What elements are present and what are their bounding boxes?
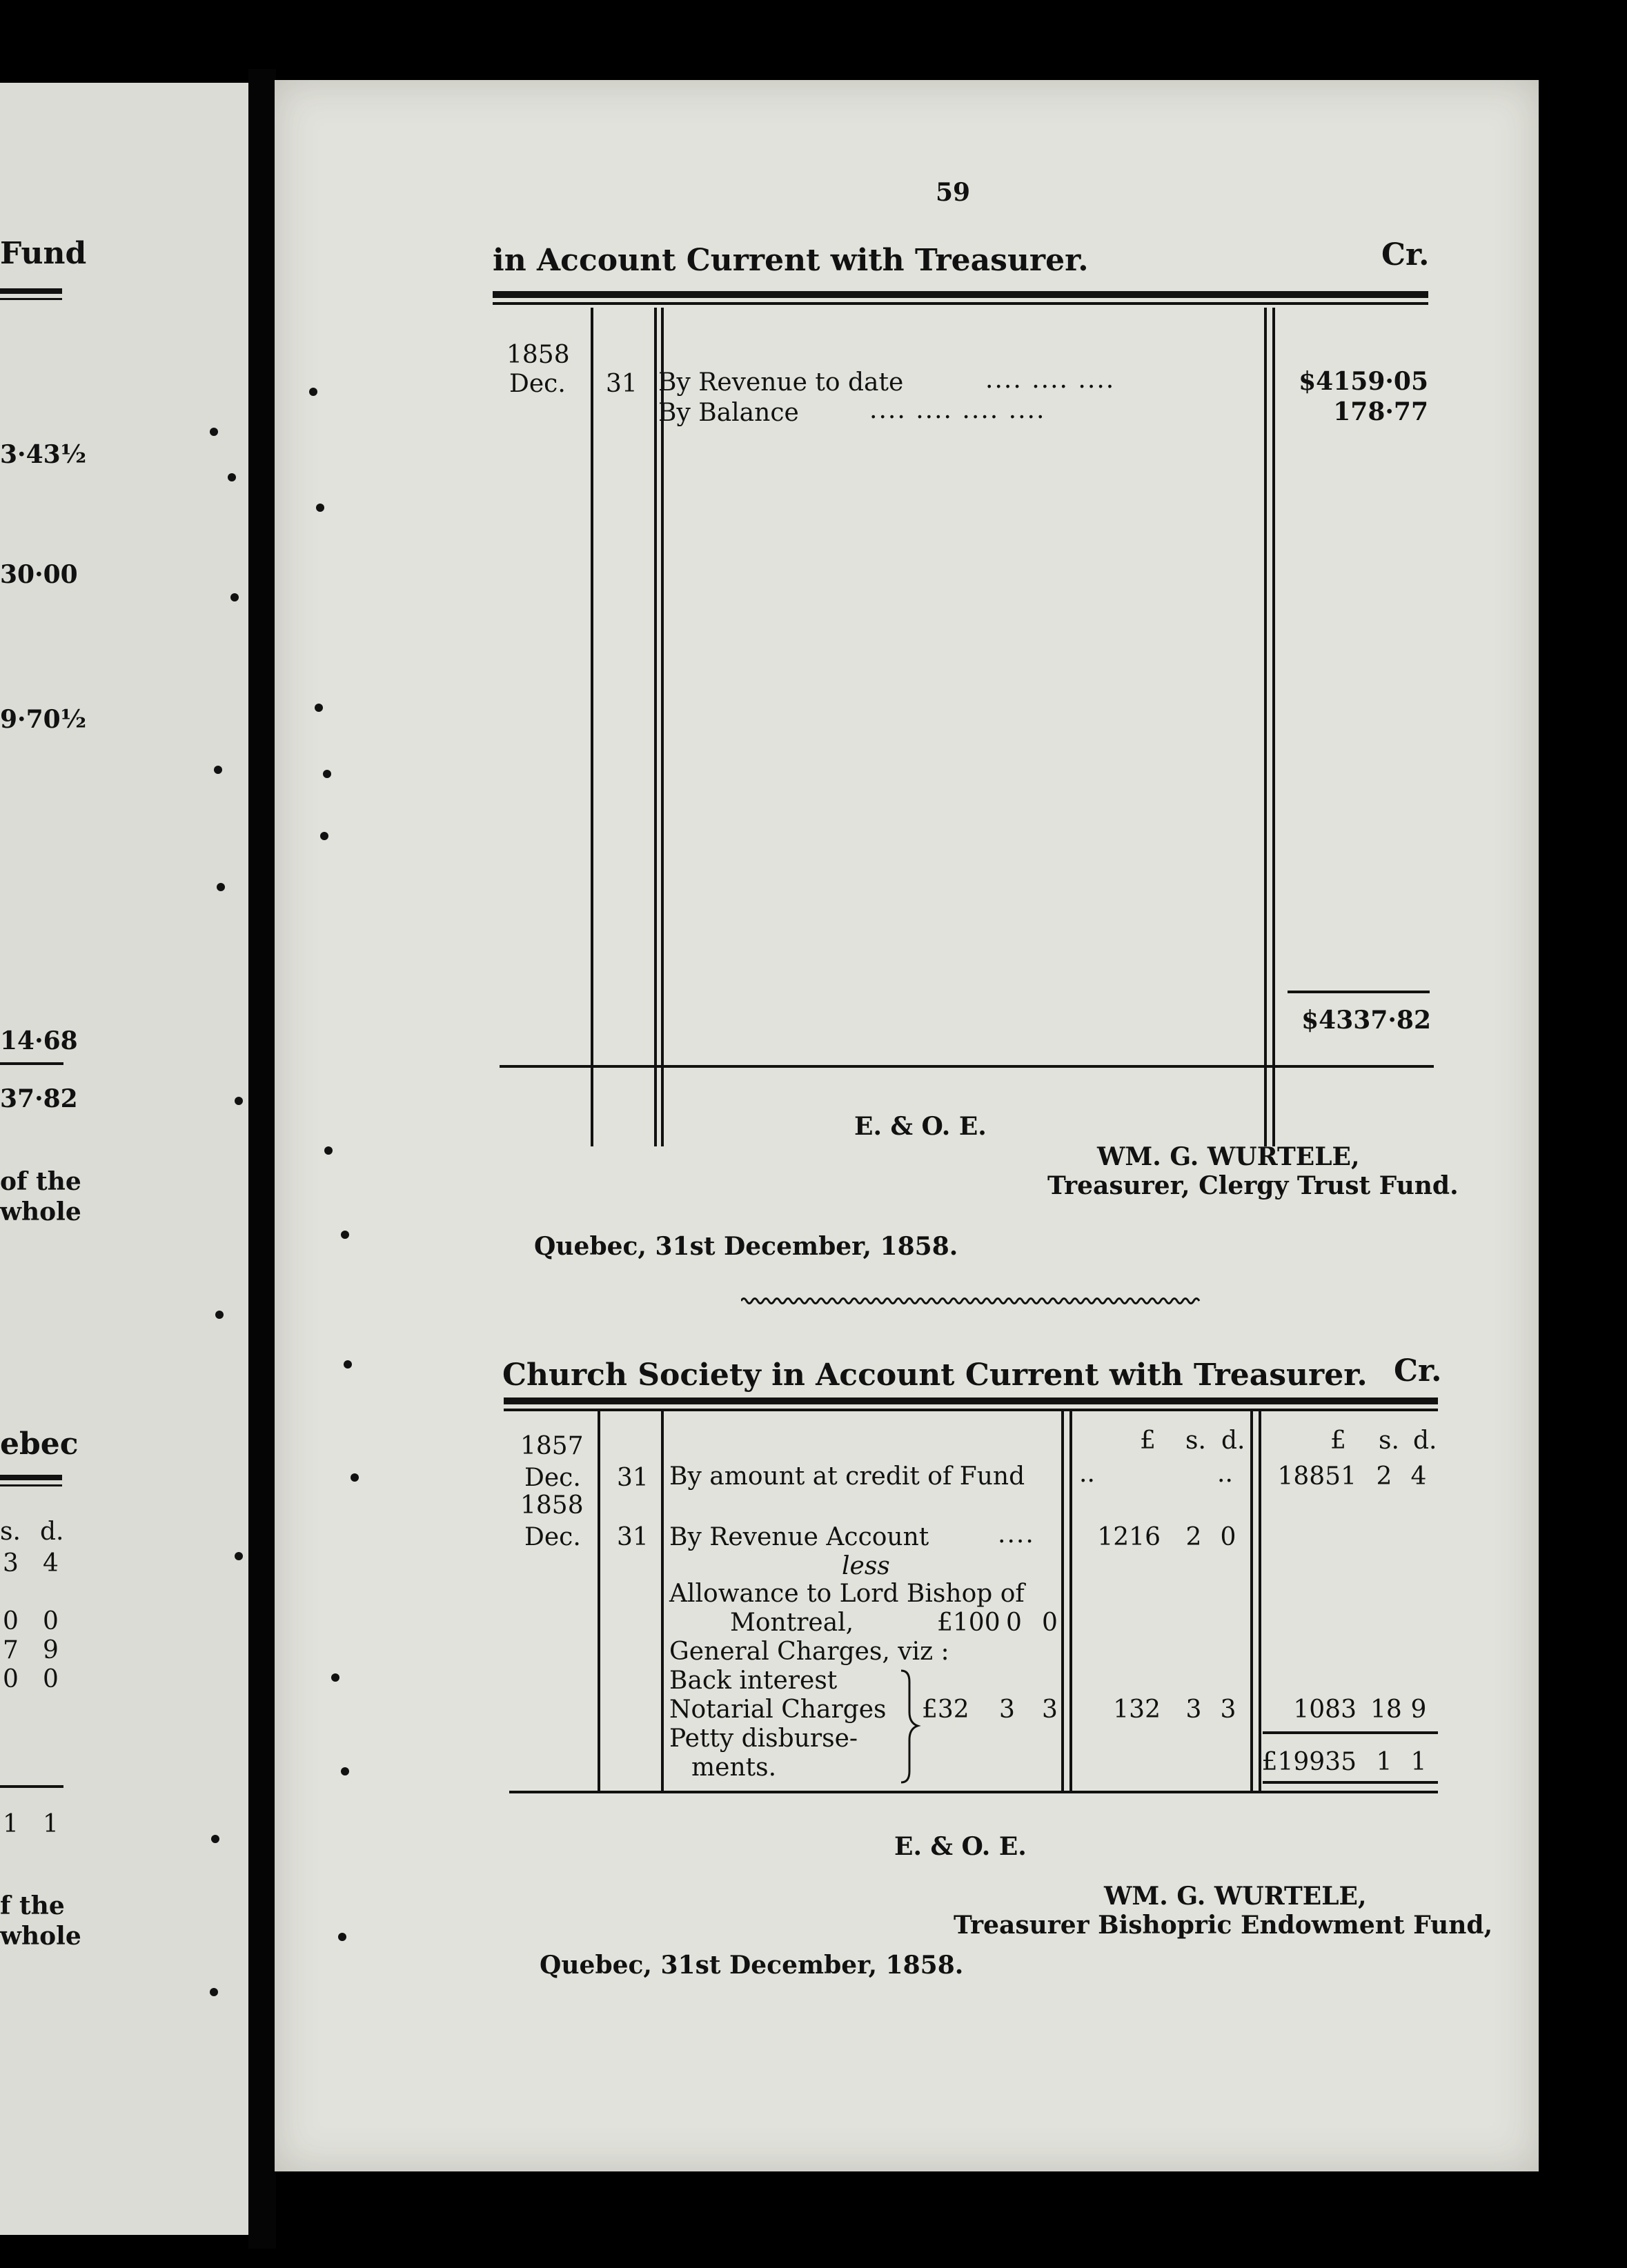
left-sd-value: 9 <box>43 1636 59 1664</box>
account2-net-d: 9 <box>1410 1695 1427 1724</box>
left-text: whole <box>0 1922 81 1951</box>
account2-header-s: s. <box>1185 1426 1206 1455</box>
account2-row1-year: 1857 <box>520 1432 584 1460</box>
account2-row2-day: 31 <box>617 1523 649 1551</box>
account2-top-rule <box>504 1397 1438 1404</box>
account2-deduct-d: 3 <box>1220 1695 1236 1724</box>
left-figure: 30·00 <box>0 560 78 589</box>
account2-eoe: E. & O. E. <box>894 1832 1027 1861</box>
left-heading-rule <box>0 288 62 294</box>
account1-month: Dec. <box>509 370 566 398</box>
account1-entry-amount: $4159·05 <box>1299 367 1428 396</box>
account2-charge-item: ments. <box>691 1753 777 1782</box>
left-figure: 37·82 <box>0 1084 78 1113</box>
binding-hole <box>338 1933 346 1941</box>
binding-hole <box>331 1673 339 1682</box>
binding-hole <box>320 832 328 840</box>
binding-hole <box>228 473 236 481</box>
account1-place-date: Quebec, 31st December, 1858. <box>534 1232 958 1261</box>
account1-signer: WM. G. WURTELE, <box>1097 1142 1360 1171</box>
left-figure: 14·68 <box>0 1026 78 1055</box>
account2-header-pound: £ <box>1140 1426 1156 1455</box>
account2-charges-d: 3 <box>1042 1695 1058 1724</box>
binding-hole <box>214 766 222 774</box>
account2-row2-d: 0 <box>1220 1523 1236 1551</box>
left-sd-value: 7 <box>3 1636 19 1664</box>
left-sd-value: 1 <box>43 1810 59 1838</box>
binding-hole <box>210 428 218 436</box>
account2-title: Church Society in Account Current with Treasurer. <box>502 1357 1368 1393</box>
right-page <box>275 80 1539 2171</box>
left-text: f the <box>0 1891 65 1920</box>
left-heading: Fund <box>0 236 87 271</box>
account1-title: in Account Current with Treasurer. <box>493 243 1089 278</box>
account2-row2-label: By Revenue Account <box>669 1523 929 1551</box>
account2-charge-item: Petty disburse- <box>669 1724 858 1753</box>
account2-net-pound: 1083 <box>1293 1695 1357 1724</box>
account1-entry-label: By Balance <box>658 399 799 427</box>
left-total-rule <box>0 1785 63 1788</box>
account1-entry-leaders: .... .... .... <box>985 366 1116 394</box>
account2-top-rule-thin <box>504 1409 1438 1411</box>
account2-signer: WM. G. WURTELE, <box>1104 1882 1367 1911</box>
account2-row1-month: Dec. <box>524 1464 581 1492</box>
account1-entry-amount: 178·77 <box>1333 397 1428 426</box>
account2-allowance-line1: Allowance to Lord Bishop of <box>669 1580 1025 1608</box>
account2-place-date: Quebec, 31st December, 1858. <box>540 1951 964 1980</box>
binding-hole <box>324 1146 333 1155</box>
left-sd-value: 4 <box>43 1549 59 1578</box>
binding-hole <box>316 504 324 512</box>
account1-bottom-rule <box>500 1065 1434 1068</box>
account2-cr: Cr. <box>1394 1353 1442 1389</box>
page-number: 59 <box>936 178 971 207</box>
account2-charges-s: 3 <box>999 1695 1015 1724</box>
account2-row2-year: 1858 <box>520 1491 584 1520</box>
account1-total: $4337·82 <box>1301 1006 1431 1035</box>
account2-header-d: d. <box>1221 1426 1245 1455</box>
brace-icon <box>896 1668 923 1785</box>
account2-total-rule <box>1263 1731 1438 1734</box>
account2-allowance-line2: Montreal, <box>730 1609 854 1637</box>
account2-row1-leader: .. <box>1217 1460 1233 1488</box>
binding-hole <box>351 1473 359 1482</box>
account2-general-charges: General Charges, viz : <box>669 1638 949 1666</box>
binding-hole <box>309 388 317 396</box>
left-sd-header-s: s. <box>0 1518 21 1546</box>
wavy-divider <box>741 1294 1201 1308</box>
account2-row2-pound: 1216 <box>1097 1523 1161 1551</box>
account2-total-rule <box>1263 1781 1438 1784</box>
left-heading-rule <box>0 1475 62 1480</box>
binding-hole <box>341 1767 349 1775</box>
binding-hole <box>210 1988 218 1996</box>
account1-entry-label: By Revenue to date <box>658 368 904 397</box>
binding-hole <box>323 770 331 778</box>
account2-net-s: 18 <box>1370 1695 1402 1724</box>
account1-col-rule <box>591 308 593 1146</box>
binding-hole <box>215 1311 224 1319</box>
left-page-fragment <box>0 83 248 2235</box>
account2-row1-day: 31 <box>617 1464 649 1492</box>
account2-row1-d: 4 <box>1410 1462 1427 1491</box>
account2-row2-s: 2 <box>1185 1523 1202 1551</box>
account2-row2-leader: .... <box>998 1520 1035 1549</box>
account2-row2-month: Dec. <box>524 1523 581 1551</box>
account2-row1-leader: .. <box>1079 1460 1095 1488</box>
account2-signer-title: Treasurer Bishopric Endowment Fund, <box>954 1911 1493 1940</box>
account2-col-rule <box>1069 1411 1072 1791</box>
account1-col-rule <box>661 308 664 1146</box>
account2-charges-pound: £32 <box>922 1695 969 1724</box>
left-sd-value: 3 <box>3 1549 19 1578</box>
account2-grand-pound: £19935 <box>1261 1748 1357 1776</box>
left-heading-rule-thin <box>0 298 62 300</box>
account2-allowance-d: 0 <box>1042 1609 1058 1637</box>
binding-hole <box>315 704 323 712</box>
account1-cr: Cr. <box>1381 237 1430 272</box>
account2-col-rule <box>1250 1411 1253 1791</box>
left-heading-rule-thin <box>0 1484 62 1486</box>
account2-allowance-pound: £100 <box>937 1609 1000 1637</box>
account1-eoe: E. & O. E. <box>854 1112 987 1141</box>
left-sd-value: 0 <box>43 1607 59 1635</box>
account2-charge-item: Back interest <box>669 1667 838 1695</box>
account2-allowance-s: 0 <box>1006 1609 1022 1637</box>
binding-hole <box>230 593 239 601</box>
account2-header-pound: £ <box>1330 1426 1346 1455</box>
binding-hole <box>341 1231 349 1239</box>
left-sd-value: 1 <box>3 1810 19 1838</box>
left-sd-value: 0 <box>3 1665 19 1693</box>
left-heading: ebec <box>0 1426 79 1462</box>
account2-deduct-s: 3 <box>1185 1695 1202 1724</box>
left-total-rule <box>0 1062 63 1065</box>
account1-total-rule <box>1288 991 1430 993</box>
account1-year: 1858 <box>506 341 570 369</box>
left-sd-value: 0 <box>3 1607 19 1635</box>
left-sd-header-d: d. <box>40 1518 64 1546</box>
account2-deduct-pound: 132 <box>1113 1695 1161 1724</box>
left-figure: 3·43½ <box>0 440 87 469</box>
account2-charge-item: Notarial Charges <box>669 1695 887 1724</box>
left-sd-value: 0 <box>43 1665 59 1693</box>
account2-bottom-rule <box>509 1791 1438 1793</box>
account2-row1-s: 2 <box>1376 1462 1392 1491</box>
account1-day: 31 <box>606 370 638 398</box>
binding-hole <box>211 1835 219 1843</box>
account2-less: less <box>842 1552 890 1580</box>
binding-hole <box>235 1552 243 1560</box>
account2-col-rule <box>1061 1411 1064 1791</box>
binding-hole <box>235 1097 243 1105</box>
account2-row1-label: By amount at credit of Fund <box>669 1462 1025 1491</box>
account2-header-d: d. <box>1413 1426 1437 1455</box>
account1-top-rule <box>493 291 1428 298</box>
account2-grand-s: 1 <box>1376 1748 1392 1776</box>
account1-col-rule <box>1264 308 1267 1146</box>
account1-col-rule <box>654 308 657 1146</box>
account2-grand-d: 1 <box>1410 1748 1427 1776</box>
binding-hole <box>344 1360 352 1369</box>
left-text: whole <box>0 1197 81 1226</box>
account2-col-rule <box>598 1411 600 1791</box>
account2-row1-pound: 18851 <box>1277 1462 1357 1491</box>
account2-col-rule <box>661 1411 664 1791</box>
binding-hole <box>217 883 225 891</box>
left-text: of the <box>0 1167 81 1196</box>
account2-header-s: s. <box>1379 1426 1399 1455</box>
book-gutter <box>248 69 276 2249</box>
left-figure: 9·70½ <box>0 705 87 734</box>
account1-signer-title: Treasurer, Clergy Trust Fund. <box>1047 1171 1459 1200</box>
account1-top-rule-thin <box>493 302 1428 305</box>
account1-col-rule <box>1272 308 1275 1146</box>
account1-entry-leaders: .... .... .... .... <box>869 396 1046 424</box>
